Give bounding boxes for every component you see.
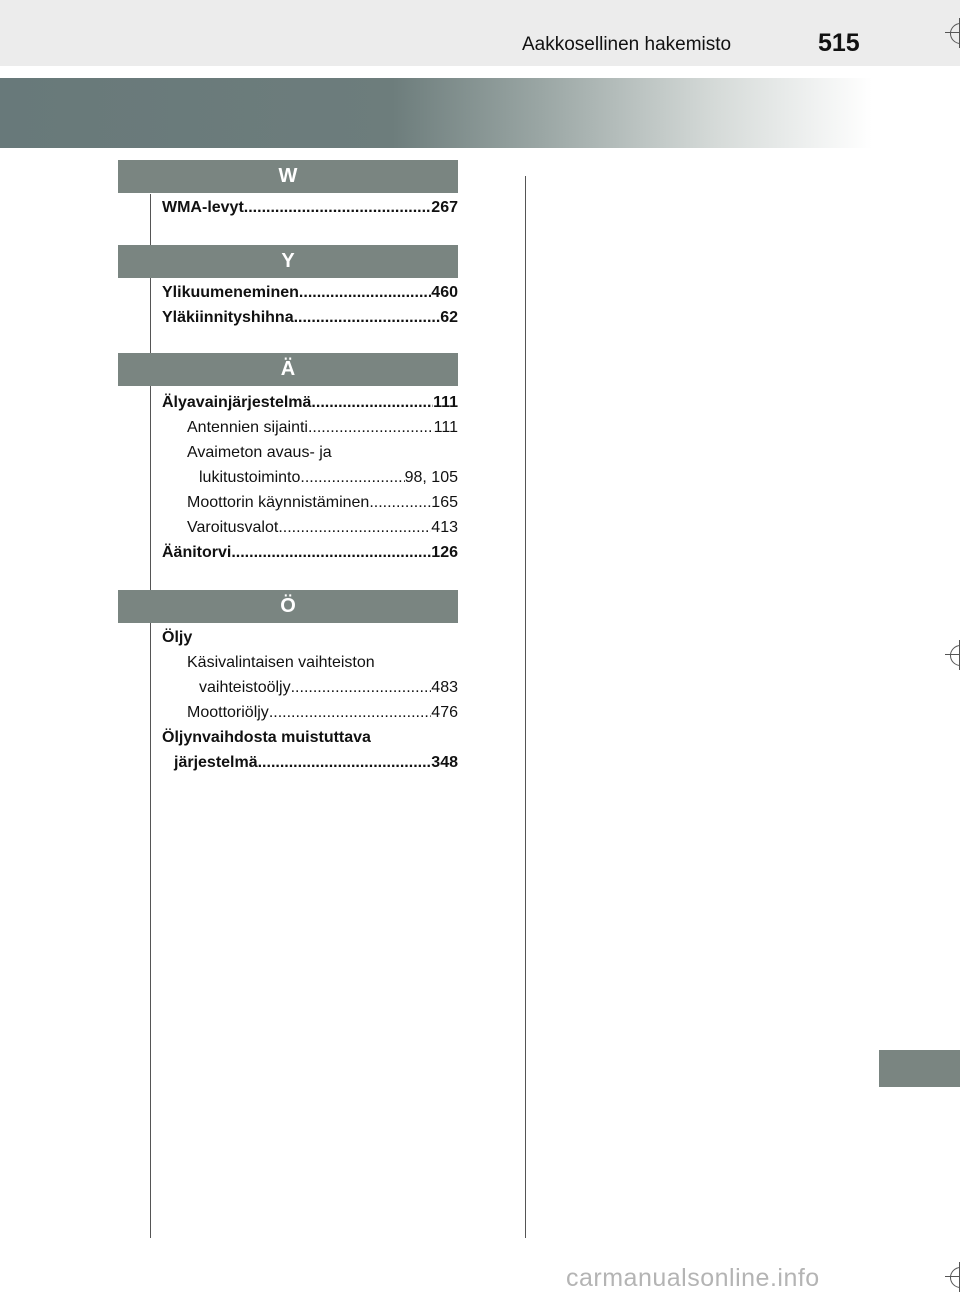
column-divider-left bbox=[150, 194, 151, 1238]
watermark: carmanualsonline.info bbox=[566, 1264, 820, 1292]
index-subentry-text: Käsivalintaisen vaihteiston bbox=[187, 654, 375, 671]
section-header-oe: Ö bbox=[118, 590, 458, 623]
index-subentry[interactable]: Antennien sijainti ..... 111 bbox=[187, 419, 458, 437]
section-header-w: W bbox=[118, 160, 458, 193]
section-header-ae: Ä bbox=[118, 353, 458, 386]
page-header-bar bbox=[0, 0, 960, 66]
page-number: 515 bbox=[818, 29, 860, 57]
index-entry[interactable]: Älyavainjärjestelmä ..... 111 bbox=[162, 394, 458, 412]
section-header-y: Y bbox=[118, 245, 458, 278]
registration-mark-icon bbox=[945, 1262, 960, 1292]
index-subentry[interactable]: Moottorin käynnistäminen ..... 165 bbox=[187, 494, 458, 512]
header-gradient-band bbox=[0, 78, 872, 148]
index-entry[interactable]: Ylikuumeneminen ..... 460 bbox=[162, 284, 458, 302]
index-subentry[interactable]: lukitustoiminto ..... 98, 105 bbox=[199, 469, 458, 487]
index-entry[interactable]: Äänitorvi ..... 126 bbox=[162, 544, 458, 562]
column-divider-center bbox=[525, 176, 526, 1238]
index-subentry[interactable]: vaihteistoöljy ..... 483 bbox=[199, 679, 458, 697]
registration-mark-icon bbox=[945, 18, 960, 48]
registration-mark-icon bbox=[945, 640, 960, 670]
page-title: Aakkosellinen hakemisto bbox=[522, 34, 732, 55]
chapter-tab bbox=[879, 1050, 960, 1087]
index-entry-text: Öljynvaihdosta muistuttava bbox=[162, 729, 371, 746]
index-subentry[interactable]: Varoitusvalot ..... 413 bbox=[187, 519, 458, 537]
index-entry[interactable]: järjestelmä ..... 348 bbox=[174, 754, 458, 772]
index-subentry[interactable]: Moottoriöljy ..... 476 bbox=[187, 704, 458, 722]
index-entry-text: Öljy bbox=[162, 629, 193, 646]
index-entry[interactable]: Yläkiinnityshihna ..... 62 bbox=[162, 309, 458, 327]
index-subentry-text: Avaimeton avaus- ja bbox=[187, 444, 332, 461]
index-entry[interactable]: WMA-levyt ..... 267 bbox=[162, 199, 458, 217]
